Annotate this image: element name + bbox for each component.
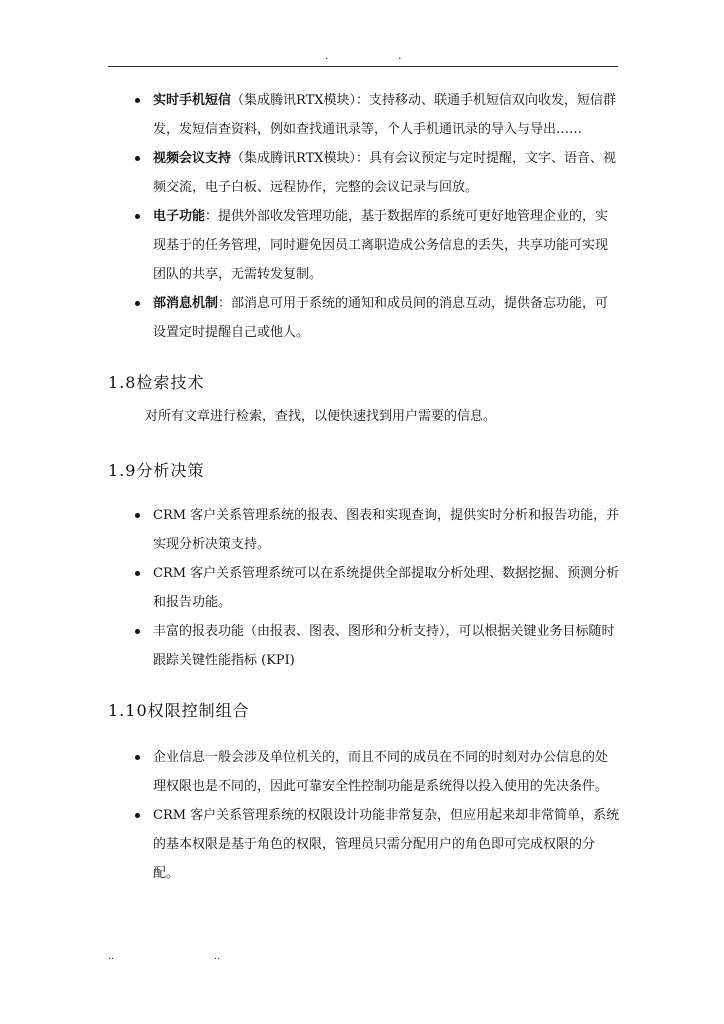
- header-rule: [108, 66, 618, 67]
- list-item: [108, 501, 620, 559]
- list-item: [108, 617, 620, 675]
- bullet-icon: [135, 629, 140, 634]
- section-heading: 1.8检索技术: [108, 373, 205, 392]
- item-text: CRM 客户关系管理系统的报表、图表和实现查询，提供实时分析和报告功能，并实现分析决策支持。: [153, 508, 620, 552]
- section-heading: 1.9分析决策: [108, 461, 205, 480]
- item-text: CRM 客户关系管理系统的权限设计功能非常复杂，但应用起来却非常简单，系统的基本权限是基于角色的权限，管理员只需分配用户的角色即可完成权限的分配。: [153, 808, 620, 881]
- item-text: 丰富的报表功能（由报表、图表、图形和分析支持），可以根据关键业务目标随时跟踪关键性能指标 (KPI): [153, 624, 615, 668]
- section-heading: 1.10权限控制组合: [108, 701, 250, 720]
- bullet-icon: [135, 98, 140, 103]
- item-title: 视频会议支持: [153, 151, 232, 166]
- analysis-list: [108, 501, 620, 675]
- list-item: [108, 559, 620, 617]
- document-body: [108, 86, 620, 888]
- bullet-icon: [135, 755, 140, 760]
- item-text: ：提供外部收发管理功能，基于数据库的系统可更好地管理企业的，实现基于的任务管理，同时避免因员工离职造成公务信息的丢失，共享功能可实现团队的共享，无需转发复制。: [153, 209, 609, 282]
- list-item: [108, 202, 620, 289]
- item-text: CRM 客户关系管理系统可以在系统提供全部提取分析处理、数据挖掘、预测分析和报告功能。: [153, 566, 620, 610]
- bullet-icon: [135, 513, 140, 518]
- header-mark: .: [398, 49, 402, 62]
- footer-mark: ..: [108, 951, 115, 962]
- footer-mark: ..: [214, 951, 221, 962]
- page-footer: [0, 952, 724, 966]
- page-header: [0, 50, 724, 64]
- bullet-icon: [135, 571, 140, 576]
- item-text: 企业信息一般会涉及单位机关的，而且不同的成员在不同的时刻对办公信息的处理权限也是不同的，因此可靠安全性控制功能是系统得以投入使用的先决条件。: [153, 750, 609, 794]
- list-item: [108, 144, 620, 202]
- item-title: 电子功能: [153, 209, 206, 224]
- list-item: [108, 743, 620, 801]
- bullet-icon: [135, 813, 140, 818]
- item-text: （集成腾讯RTX模块）：具有会议预定与定时提醒，文字、语音、视频交流，电子白板、远程协作，完整的会议记录与回放。: [153, 151, 617, 195]
- header-mark: .: [325, 49, 329, 62]
- bullet-icon: [135, 156, 140, 161]
- bullet-icon: [135, 301, 140, 306]
- section-paragraph: 对所有文章进行检索，查找，以便快速找到用户需要的信息。: [145, 409, 497, 424]
- item-text: ：部消息可用于系统的通知和成员间的消息互动，提供备忘功能，可设置定时提醒自己或他人。: [153, 296, 609, 340]
- item-text: （集成腾讯RTX模块）：支持移动、联通手机短信双向收发，短信群发，发短信查资料，例如查找通讯录等，个人手机通讯录的导入与导出……: [153, 93, 617, 137]
- feature-list: [108, 86, 620, 347]
- item-title: 实时手机短信: [153, 93, 232, 108]
- bullet-icon: [135, 214, 140, 219]
- list-item: [108, 86, 620, 144]
- list-item: [108, 289, 620, 347]
- permission-list: [108, 743, 620, 888]
- list-item: [108, 801, 620, 888]
- item-title: 部消息机制: [153, 296, 219, 311]
